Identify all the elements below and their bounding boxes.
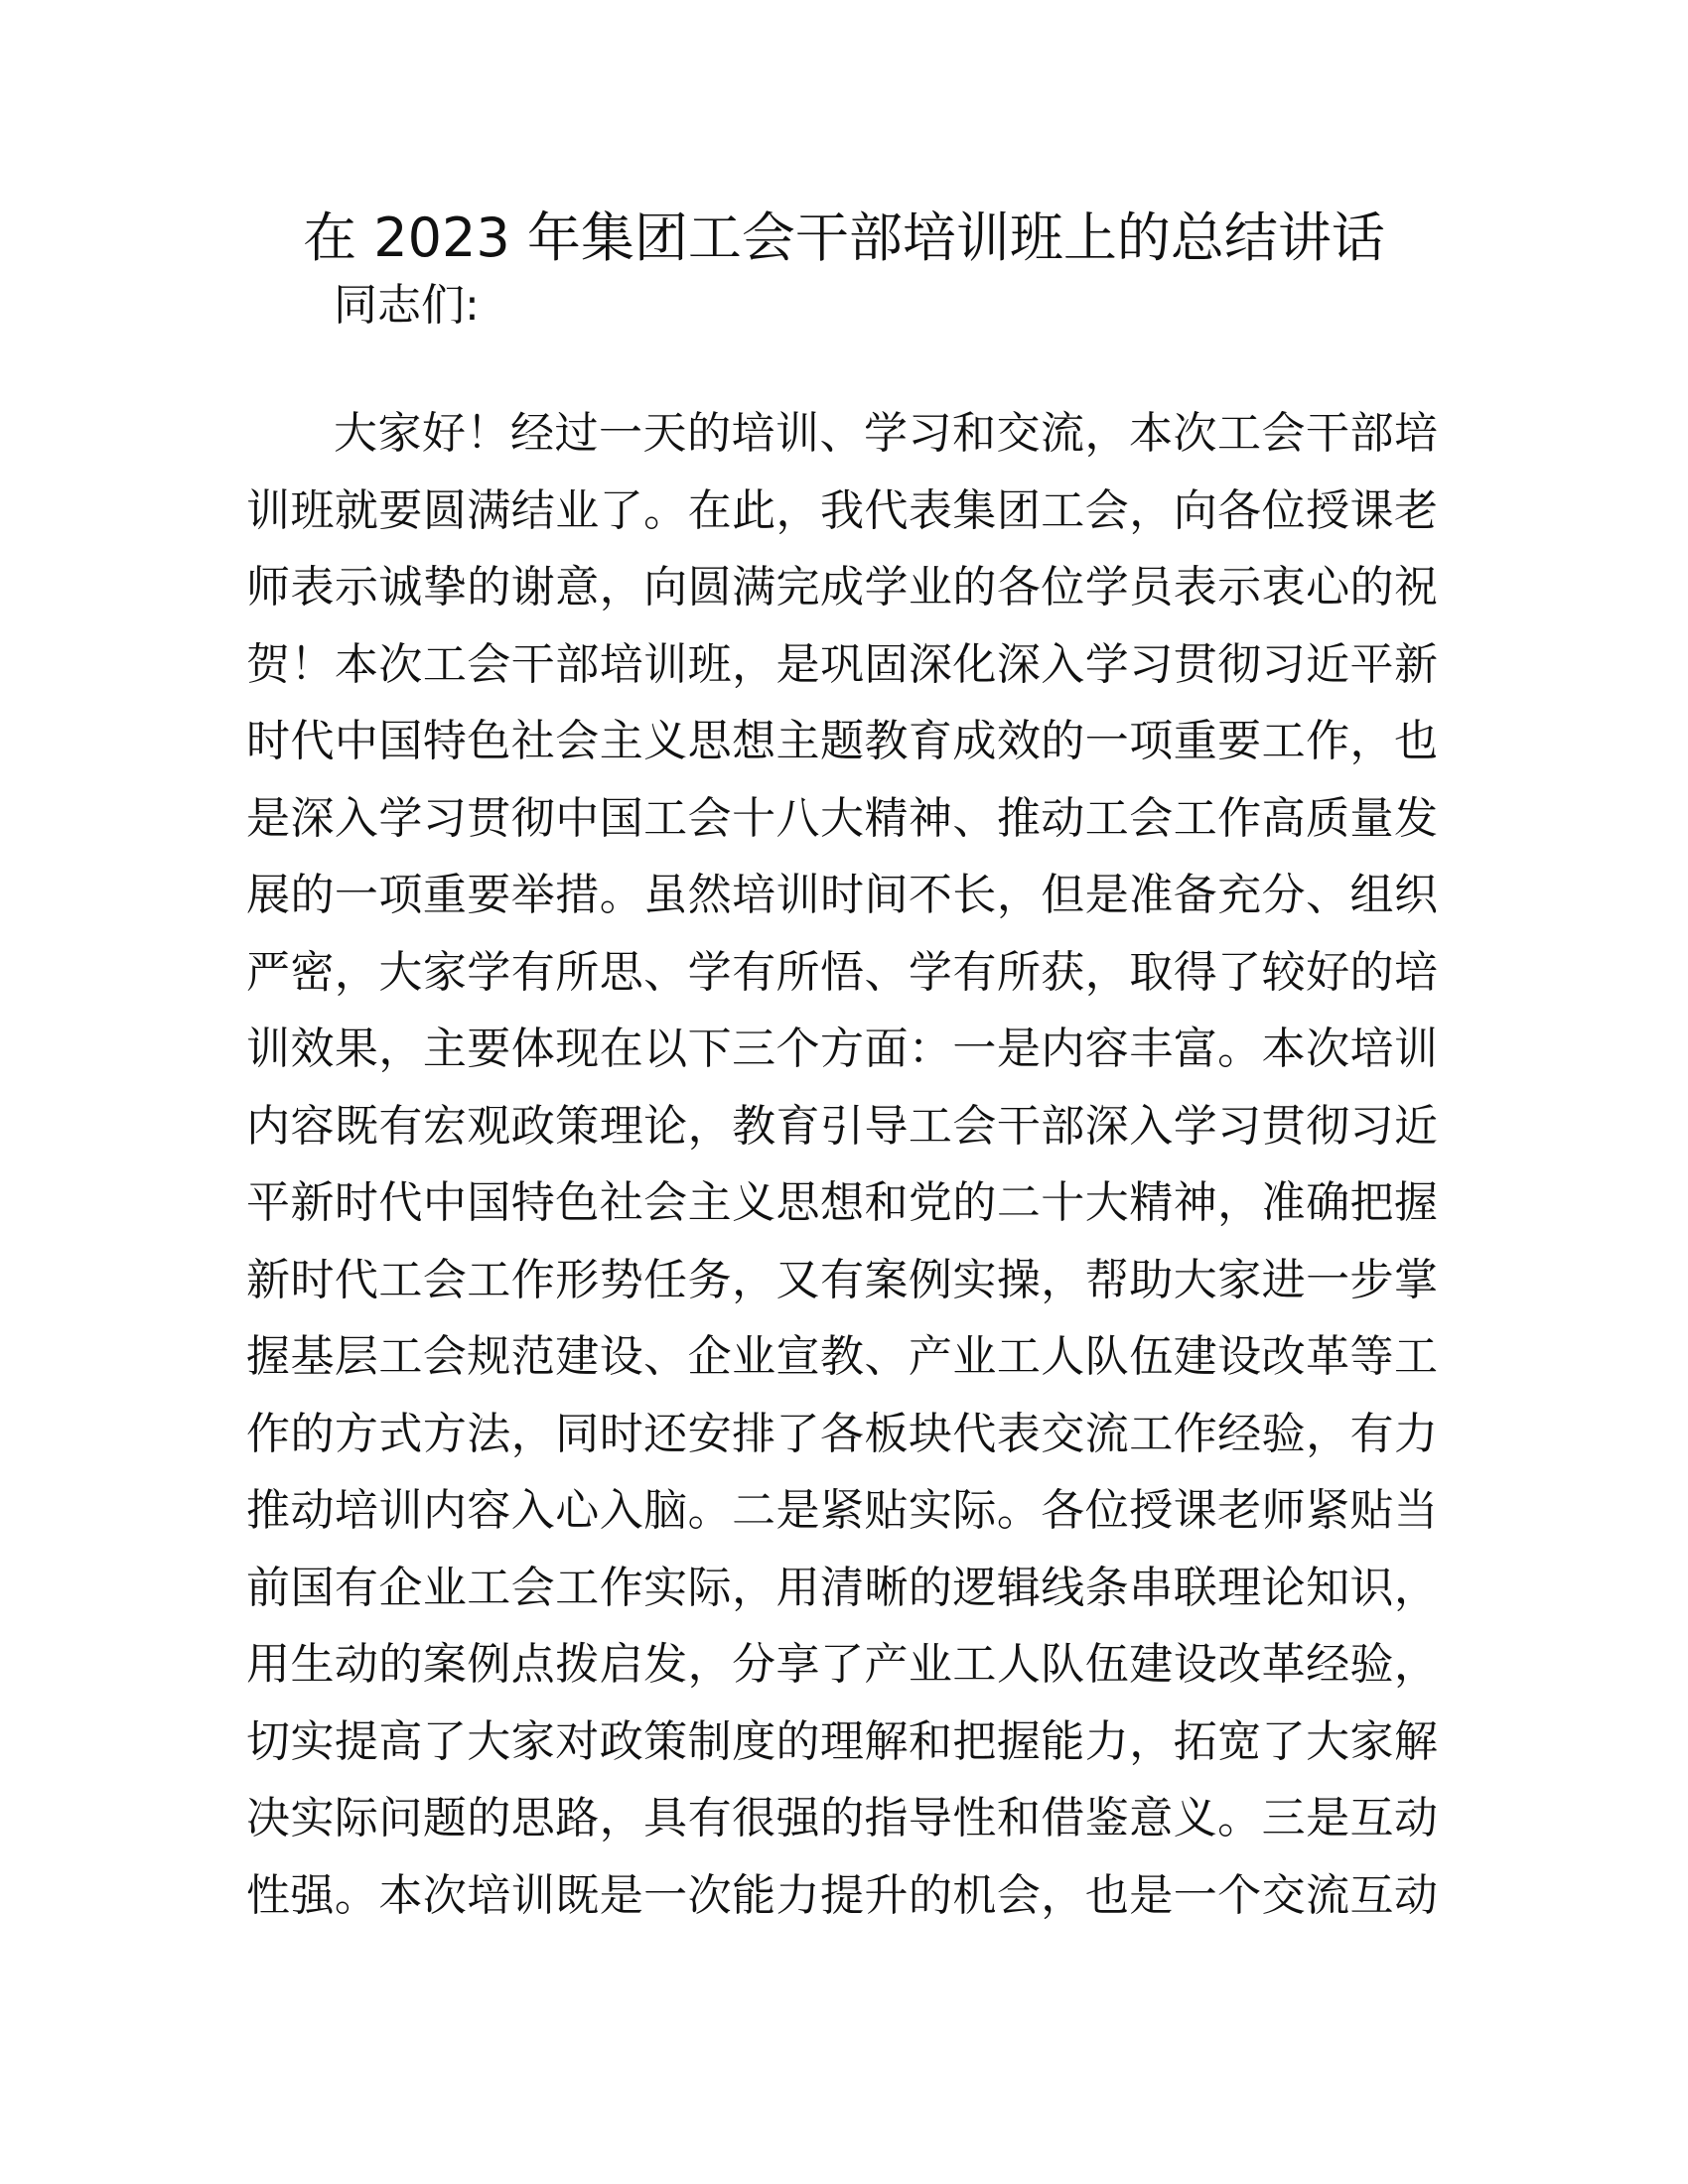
- paragraph-line: 握基层工会规范建设、企业宣教、产业工人队伍建设改革等工: [246, 1331, 1438, 1382]
- document-title: 在 2023 年集团工会干部培训班上的总结讲话: [303, 206, 1385, 269]
- paragraph-line: 训效果，主要体现在以下三个方面：一是内容丰富。本次培训: [246, 1024, 1438, 1074]
- paragraph-line: 时代中国特色社会主义思想主题教育成效的一项重要工作，也: [246, 716, 1438, 766]
- paragraph-line: 决实际问题的思路，具有很强的指导性和借鉴意义。三是互动: [246, 1793, 1438, 1843]
- paragraph-line: 训班就要圆满结业了。在此，我代表集团工会，向各位授课老: [246, 484, 1438, 536]
- paragraph-line: 严密，大家学有所思、学有所悟、学有所获，取得了较好的培: [246, 946, 1438, 998]
- paragraph-line: 新时代工会工作形势任务，又有案例实操，帮助大家进一步掌: [246, 1254, 1438, 1305]
- salutation: 同志们:: [334, 280, 480, 331]
- body-paragraph: [246, 395, 1438, 1934]
- paragraph-line: 是深入学习贯彻中国工会十八大精神、推动工会工作高质量发: [246, 792, 1438, 844]
- paragraph-line: 平新时代中国特色社会主义思想和党的二十大精神，准确把握: [246, 1177, 1438, 1228]
- paragraph-line: 切实提高了大家对政策制度的理解和把握能力，拓宽了大家解: [246, 1715, 1438, 1767]
- paragraph-line: 前国有企业工会工作实际，用清晰的逻辑线条串联理论知识，: [246, 1562, 1438, 1613]
- paragraph-line: 贺！本次工会干部培训班，是巩固深化深入学习贯彻习近平新: [246, 638, 1438, 690]
- paragraph-line: 内容既有宏观政策理论，教育引导工会干部深入学习贯彻习近: [246, 1100, 1438, 1152]
- paragraph-line: 作的方式方法，同时还安排了各板块代表交流工作经验，有力: [246, 1408, 1438, 1459]
- paragraph-line: 大家好！经过一天的培训、学习和交流，本次工会干部培: [334, 408, 1438, 459]
- paragraph-line: 师表示诚挚的谢意，向圆满完成学业的各位学员表示衷心的祝: [246, 562, 1438, 613]
- paragraph-line: 展的一项重要举措。虽然培训时间不长，但是准备充分、组织: [246, 870, 1438, 920]
- paragraph-line: 性强。本次培训既是一次能力提升的机会，也是一个交流互动: [246, 1869, 1438, 1921]
- paragraph-line: 推动培训内容入心入脑。二是紧贴实际。各位授课老师紧贴当: [246, 1485, 1438, 1536]
- paragraph-line: 用生动的案例点拨启发，分享了产业工人队伍建设改革经验，: [246, 1639, 1438, 1690]
